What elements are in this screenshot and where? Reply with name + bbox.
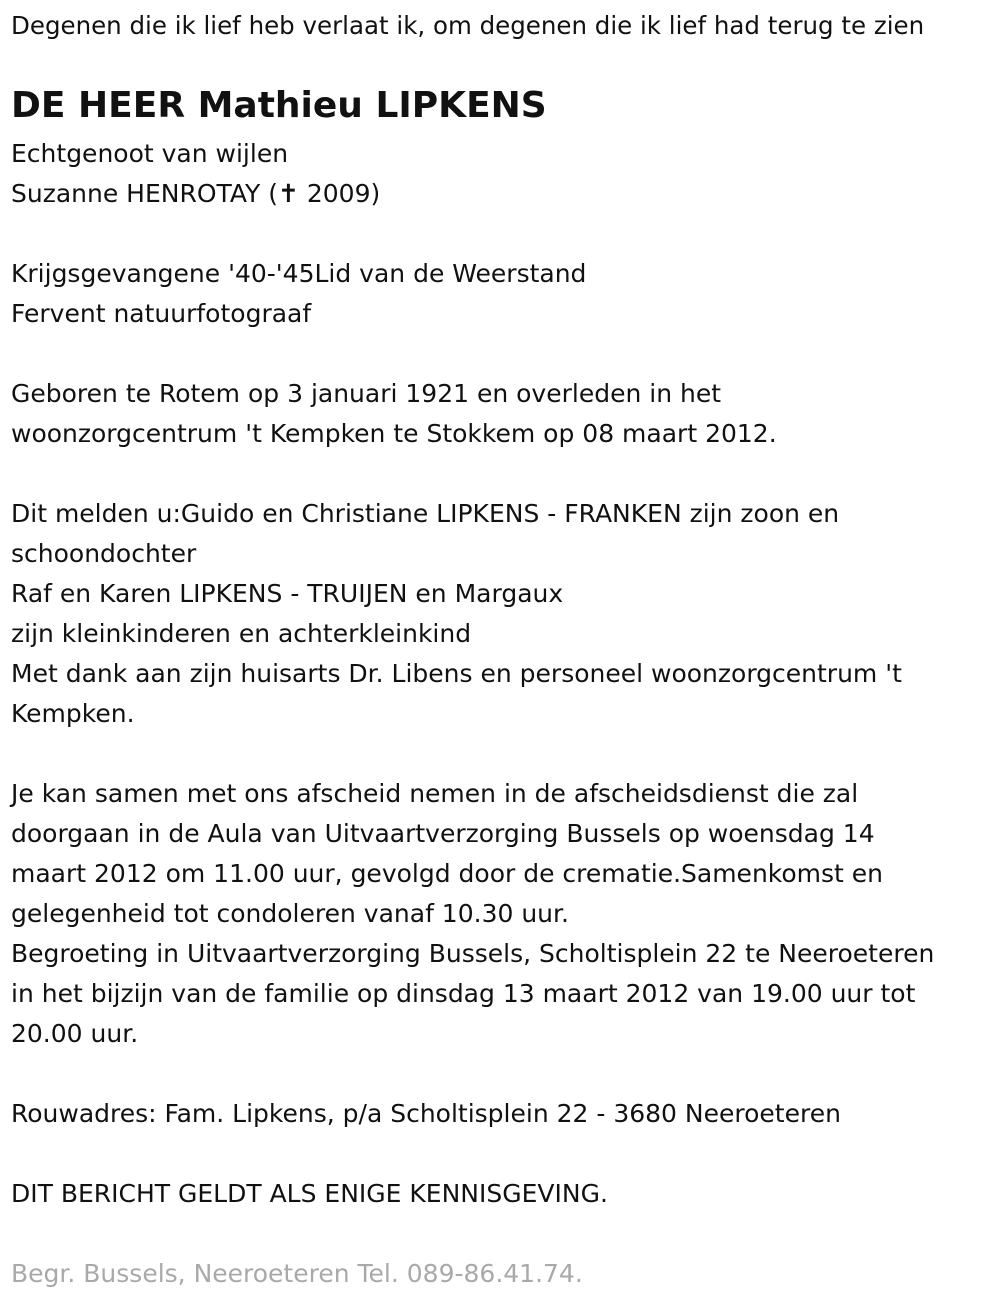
titles-block [11,254,586,334]
deceased-name: DE HEER Mathieu LIPKENS [11,85,547,126]
service-line: doorgaan in de Aula van Uitvaartverzorging Bussels op woensdag 14 [11,819,875,848]
service-line: in het bijzijn van de familie op dinsdag 13 maart 2012 van 19.00 uur tot [11,979,916,1008]
mourning-address: Rouwadres: Fam. Lipkens, p/a Scholtisplein 22 - 3680 Neeroeteren [11,1099,841,1128]
service-line: Je kan samen met ons afscheid nemen in de afscheidsdienst die zal [11,779,859,808]
announcement-line: Kempken. [11,699,135,728]
notice-text: DIT BERICHT GELDT ALS ENIGE KENNISGEVING. [11,1179,608,1208]
service-line: Begroeting in Uitvaartverzorging Bussels, Scholtisplein 22 te Neeroeteren [11,939,935,968]
spouse-line: Suzanne HENROTAY (✝ 2009) [11,179,381,208]
service-line: maart 2012 om 11.00 uur, gevolgd door de crematie.Samenkomst en [11,859,884,888]
announcement-line: Met dank aan zijn huisarts Dr. Libens en personeel woonzorgcentrum 't [11,659,902,688]
announcement-line: zijn kleinkinderen en achterkleinkind [11,619,472,648]
announcement-block [11,494,902,734]
service-block [11,774,934,1054]
spouse-line: Echtgenoot van wijlen [11,139,289,168]
address-block [11,1094,841,1134]
announcement-line: schoondochter [11,539,197,568]
title-line: Krijgsgevangene '40-'45Lid van de Weerstand [11,259,587,288]
announcement-line: Raf en Karen LIPKENS - TRUIJEN en Margaux [11,579,564,608]
motto-text: Degenen die ik lief heb verlaat ik, om degenen die ik lief had terug te zien [11,11,925,40]
spouse-block [11,134,380,214]
notice-block [11,1174,608,1214]
footer-credit: Begr. Bussels, Neeroeteren Tel. 089-86.41.74. [11,1259,583,1288]
birth-death-line: woonzorgcentrum 't Kempken te Stokkem op 08 maart 2012. [11,419,777,448]
title-line: Fervent natuurfotograaf [11,299,312,328]
birth-death-line: Geboren te Rotem op 3 januari 1921 en overleden in het [11,379,722,408]
service-line: gelegenheid tot condoleren vanaf 10.30 uur. [11,899,569,928]
service-line: 20.00 uur. [11,1019,139,1048]
birth-death-block [11,374,777,454]
announcement-line: Dit melden u:Guido en Christiane LIPKENS - FRANKEN zijn zoon en [11,499,840,528]
